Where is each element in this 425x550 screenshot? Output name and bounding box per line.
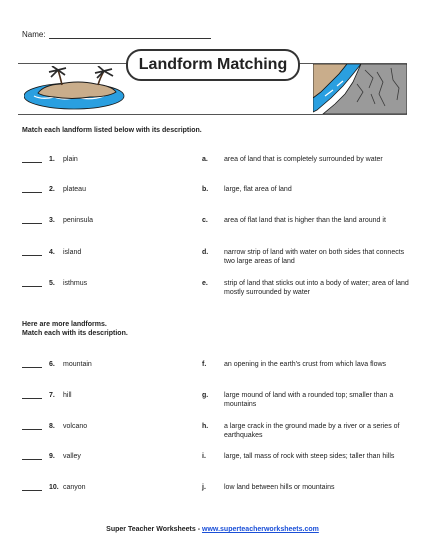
answer-blank[interactable] [22,398,42,399]
instructions-part-2-line-2: Match each with its description. [22,330,128,337]
description-text: area of flat land that is higher than the land around it [224,217,386,224]
description-letter: c. [202,217,208,224]
item-number: 1. [49,156,55,163]
worksheet-title: Landform Matching [126,49,300,81]
description-letter: a. [202,156,208,163]
description-letter: g. [202,392,209,399]
landform-term: island [63,249,82,256]
item-number: 3. [49,217,55,224]
instructions-part-2 [22,320,128,338]
instructions-part-2-line-1: Here are more landforms. [22,321,107,328]
instructions-part-1: Match each landform listed below with its description. [22,127,202,134]
description-letter: d. [202,249,209,256]
description-text: large, tall mass of rock with steep sides; taller than hills [224,453,395,460]
item-number: 7. [49,392,55,399]
footer-separator: - [195,526,202,533]
answer-blank[interactable] [22,429,42,430]
item-number: 2. [49,186,55,193]
description-letter: e. [202,280,208,287]
description-text: an opening in the earth's crust from which lava flows [224,361,387,368]
item-number: 9. [49,453,55,460]
footer [0,526,425,533]
description-letter: h. [202,423,209,430]
description-letter: j. [202,484,206,491]
answer-blank[interactable] [22,162,42,163]
name-label: Name: [22,30,46,39]
name-blank[interactable] [49,30,211,39]
answer-blank[interactable] [22,255,42,256]
answer-blank[interactable] [22,459,42,460]
canyon-illustration [313,64,407,114]
item-number: 8. [49,423,55,430]
answer-blank[interactable] [22,192,42,193]
description-text: large mound of land with a rounded top; smaller than a mountains [224,392,394,408]
name-field-row [22,30,211,39]
answer-blank[interactable] [22,490,42,491]
landform-term: volcano [63,423,88,430]
description-text: narrow strip of land with water on both sides that connects two large areas of land [224,249,405,265]
island-illustration [24,66,134,110]
answer-blank[interactable] [22,367,42,368]
item-number: 5. [49,280,55,287]
footer-brand: Super Teacher Worksheets [106,526,196,533]
landform-term: hill [63,392,72,399]
landform-term: valley [63,453,81,460]
landform-term: peninsula [63,217,93,224]
item-number: 6. [49,361,55,368]
landform-term: plateau [63,186,86,193]
item-number: 4. [49,249,55,256]
item-number: 10. [49,484,59,491]
description-text: low land between hills or mountains [224,484,335,491]
description-text: large, flat area of land [224,186,292,193]
footer-url-link[interactable]: www.superteacherworksheets.com [202,526,319,533]
landform-term: mountain [63,361,92,368]
header-bottom-rule [18,114,407,115]
description-text: a large crack in the ground made by a river or a series of earthquakes [224,423,400,439]
landform-term: canyon [63,484,86,491]
description-text: area of land that is completely surrounded by water [224,156,383,163]
description-letter: b. [202,186,209,193]
answer-blank[interactable] [22,286,42,287]
landform-term: plain [63,156,78,163]
answer-blank[interactable] [22,223,42,224]
landform-term: isthmus [63,280,88,287]
description-letter: i. [202,453,206,460]
description-text: strip of land that sticks out into a body of water; area of land mostly surrounded by water [224,280,409,296]
description-letter: f. [202,361,207,368]
